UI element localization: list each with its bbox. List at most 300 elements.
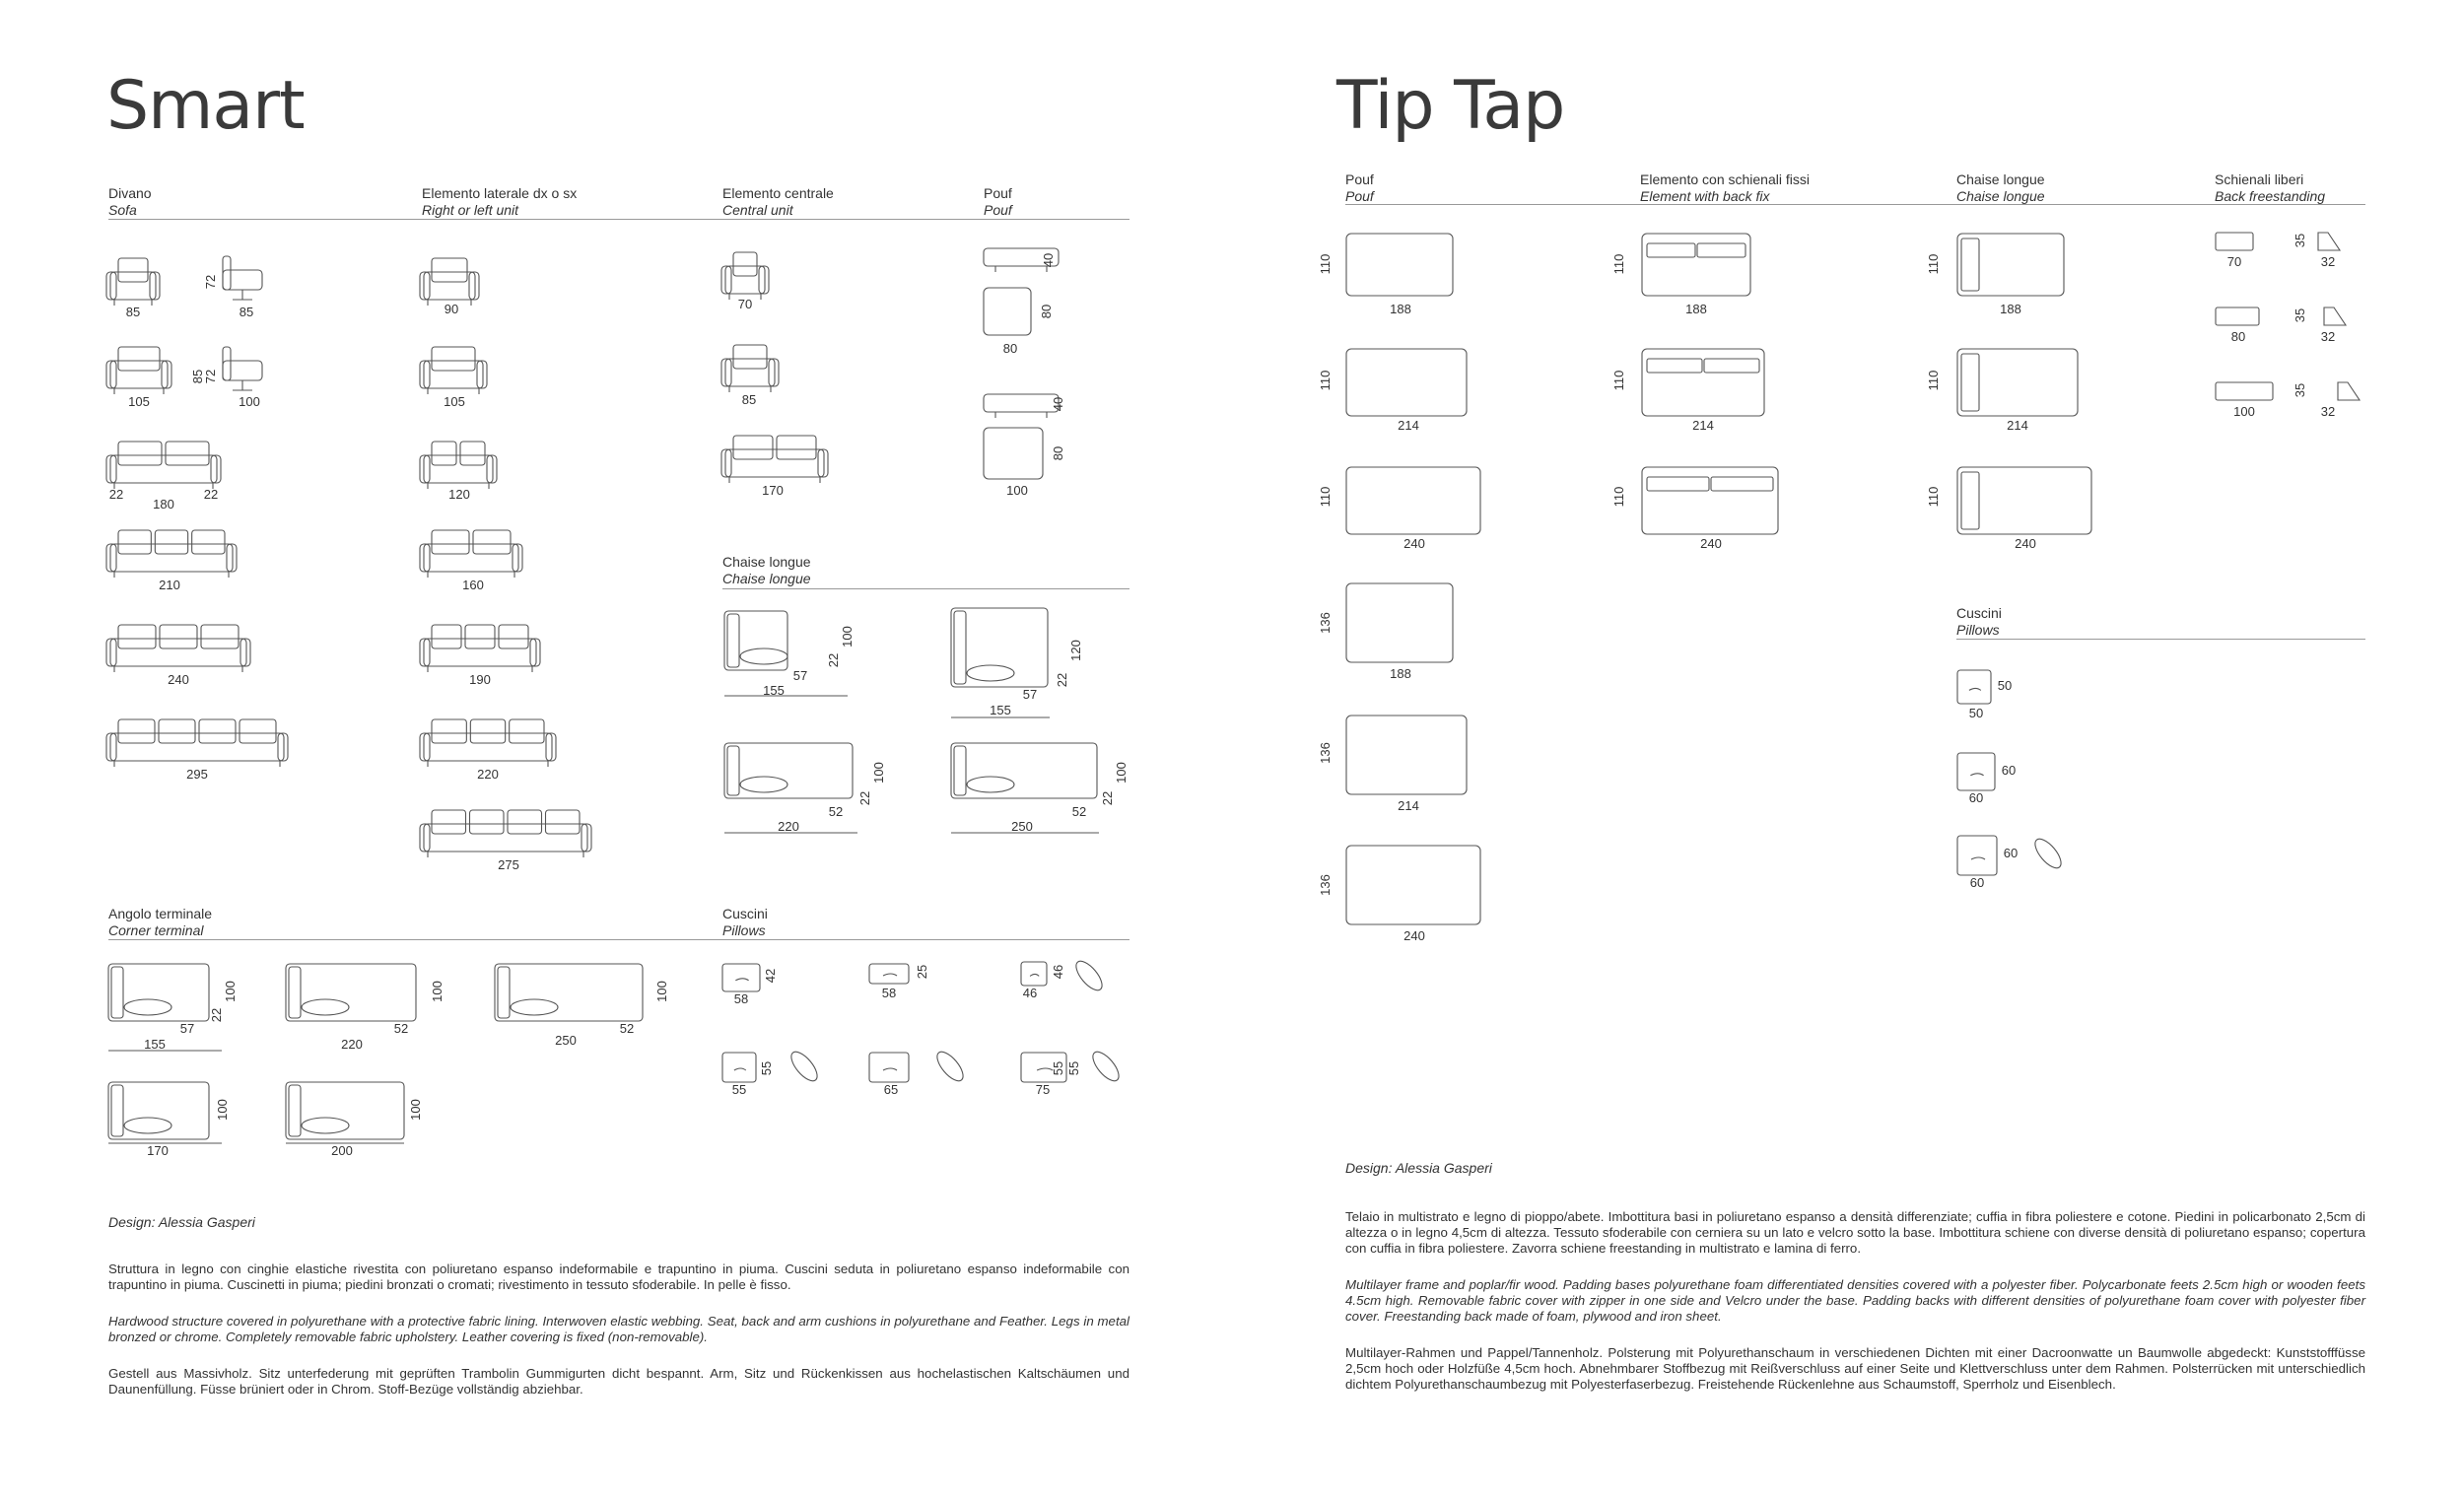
outline [582,824,591,852]
outline [2216,233,2253,250]
outline [465,625,495,648]
outline [513,544,522,572]
tiptap-description-en: Multilayer frame and poplar/fir wood. Padding bases polyurethane foam differentiated densities covered with a polyester fiber. Polycarbonate feets 2.5cm high or wooden feets 4.5cm high. Removable fabric cover with zipper in one side and Velcro under the base. Padding backs with different densities of polyurethane foam cover with polyester fiber cover. Freestanding back made of foam, plywood and iron sheet. [1345,1277,2365,1324]
dimension-label: 110 [1611,253,1626,275]
dimension-label: 85 [190,369,205,384]
outline [499,625,528,648]
tiptap-element-drawing [1346,467,1480,534]
dimension-label: 58 [881,986,897,1000]
sofa-drawing [420,719,556,767]
pillow-drawing [1957,753,1995,790]
outline [201,625,239,648]
dimension-label: 50 [1968,706,1984,720]
outline [967,777,1014,792]
dimension-label: 70 [737,297,753,311]
dimension-label: 188 [1685,302,1707,316]
section-label: Cuscini [722,906,768,921]
outline [420,544,430,572]
outline [118,442,162,465]
outline [1647,477,1709,491]
outline [1346,716,1467,794]
outline [424,544,518,572]
outline [1957,349,2078,416]
dimension-label: 155 [990,703,1011,717]
dimension-label: 55 [1066,1060,1081,1076]
dimension-label: 22 [1100,790,1115,806]
outline [1969,688,1981,690]
outline [159,719,195,743]
dimension-label: 65 [883,1082,899,1097]
dimension-label: 190 [469,672,491,687]
outline [223,361,262,380]
dimension-label: 214 [1398,798,1419,813]
outline [1957,467,2091,534]
outline [733,436,773,459]
outline [883,1068,897,1070]
outline [932,1048,967,1085]
tiptap-element-drawing [1346,846,1480,924]
pillow-drawing [722,1053,756,1082]
sofa-drawing [420,347,487,394]
dimension-label: 60 [1968,790,1984,805]
outline [1711,477,1773,491]
outline [199,719,236,743]
outline [759,266,769,294]
outline [511,999,558,1015]
outline [1346,349,1467,416]
dimension-label: 60 [2003,846,2019,860]
outline [498,967,510,1018]
sofa-drawing [106,347,171,394]
outline [1970,774,1983,776]
outline [424,824,587,852]
outline [508,810,542,834]
outline [223,347,231,380]
outline [420,733,430,761]
sofa-drawing [420,625,540,672]
outline [883,974,897,976]
outline [1957,234,2064,296]
outline [118,625,156,648]
tiptap-element-drawing [1346,234,1453,296]
chaise-drawing [951,743,1097,798]
section-sublabel: Back freestanding [2215,188,2326,204]
sofa-drawing [106,719,288,767]
dimension-label: 295 [186,767,208,782]
backfix-element-drawing [1642,467,1778,534]
outline [1697,243,1745,257]
outline [106,544,116,572]
outline [240,639,250,666]
outline [420,272,430,300]
dimension-label: 240 [1700,536,1722,551]
outline [735,979,748,981]
dimension-label: 58 [733,991,749,1006]
section-sublabel: Chaise longue [722,571,811,586]
outline [1961,354,1979,411]
outline [1030,974,1039,976]
outline [106,733,116,761]
outline [110,272,156,300]
pillow-side-drawing [2030,835,2065,872]
outline [984,428,1043,479]
dimension-label: 40 [1051,396,1065,412]
dimension-label: 100 [215,1099,230,1121]
outline [1971,857,1985,859]
outline [110,455,217,483]
dimension-label: 22 [857,790,872,806]
outline [432,442,456,465]
dimension-label: 188 [1390,302,1411,316]
dimension-label: 110 [1318,253,1333,275]
outline [477,361,487,388]
dimension-label: 70 [2226,254,2242,269]
section-sublabel: Element with back fix [1640,188,1770,204]
dimension-label: 35 [2293,382,2307,398]
backfix-element-drawing [1642,234,1750,296]
outline [1647,243,1695,257]
dimension-label: 100 [1006,483,1028,498]
back-freestanding-drawing [2216,307,2346,325]
outline [278,733,288,761]
smart-design-credit: Design: Alessia Gasperi [108,1214,255,1230]
outline [777,436,816,459]
dimension-label: 110 [1926,486,1941,508]
dimension-label: 60 [1969,875,1985,890]
dimension-label: 80 [2230,329,2246,344]
tiptap-chaise-drawing [1957,349,2078,416]
pillow-drawing [1957,836,1997,875]
tiptap-element-drawing [1346,583,1453,662]
dimension-label: 22 [209,1007,224,1023]
outline [1704,359,1759,373]
dimension-label: 22 [826,652,841,668]
dimension-label: 100 [223,981,238,1002]
section-label: Elemento laterale dx o sx [422,185,578,201]
section-sublabel: Chaise longue [1956,188,2045,204]
outline [106,639,116,666]
outline [111,967,123,1018]
dimension-label: 50 [1997,678,2013,693]
dimension-label: 110 [1318,370,1333,391]
dimension-label: 110 [1926,370,1941,391]
outline [967,665,1014,681]
outline [302,1118,349,1133]
outline [240,719,276,743]
outline [1961,472,1979,529]
dimension-label: 100 [840,626,855,648]
dimension-label: 55 [731,1082,747,1097]
outline [1346,846,1480,924]
dimension-label: 72 [203,274,218,290]
chaise-drawing [108,964,209,1021]
pouf-top-drawing [984,288,1031,335]
outline [124,999,171,1015]
dimension-label: 85 [239,305,254,319]
pillow-drawing [1957,670,1991,704]
sofa-drawing [106,625,250,672]
section-sublabel: Pouf [984,202,1012,218]
outline [2216,307,2259,325]
outline [2324,307,2346,325]
smart-title: Smart [106,67,305,145]
pouf-drawing [984,394,1059,418]
dimension-label: 155 [763,683,785,698]
outline [787,1048,821,1085]
outline [722,1053,756,1082]
outline [740,777,787,792]
section-sublabel: Pillows [1956,622,2000,638]
outline [740,648,787,664]
outline [302,999,349,1015]
outline [984,394,1059,412]
outline [118,347,160,371]
dimension-label: 22 [1055,672,1069,688]
outline [721,266,731,294]
section-sublabel: Central unit [722,202,793,218]
outline [818,449,828,477]
smart-description-en: Hardwood structure covered in polyurethane with a protective fabric lining. Interwoven elastic webbing. Seat, back and arm cushions in polyurethane and Feather. Legs in metal bronzed or chrome. Completely removable fabric upholstery. Leather covering is fixed (non-removable). [108,1314,1129,1344]
dimension-label: 52 [828,804,844,819]
tiptap-element-drawing [1346,349,1467,416]
dimension-label: 80 [1002,341,1018,356]
side-view-drawing [223,347,262,390]
tiptap-chaise-drawing [1957,467,2091,534]
outline [727,614,739,667]
dimension-label: 32 [2320,404,2336,419]
dimension-label: 160 [462,578,484,592]
pillow-drawing [722,964,760,991]
dimension-label: 110 [1611,370,1626,391]
dimension-label: 220 [477,767,499,782]
dimension-label: 85 [125,305,141,319]
dimension-label: 52 [393,1021,409,1036]
pillow-drawing [869,1053,909,1082]
outline [424,639,536,666]
smart-description-de: Gestell aus Massivholz. Sitz unterfederung mit geprüften Trambolin Gummigurten dicht bespannt. Arm, Sitz und Rückenkissen aus hochelastischen Kaltschäumen und Daunenfüllung. Füsse brüniert oder in Chrom. Stoff-Bezüge vollständig abziehbar. [108,1366,1129,1397]
outline [469,272,479,300]
dimension-label: 120 [1068,640,1083,661]
outline [420,361,430,388]
dimension-label: 100 [654,981,669,1002]
outline [110,544,233,572]
sofa-drawing [106,258,160,306]
dimension-label: 100 [430,981,445,1002]
outline [118,719,155,743]
dimension-label: 214 [2007,418,2028,433]
outline [110,361,168,388]
outline [2338,382,2360,400]
dimension-label: 35 [2293,233,2307,248]
chaise-drawing [286,964,416,1021]
pouf-top-drawing [984,428,1043,479]
outline [470,810,505,834]
pillow-drawing [869,964,909,984]
dimension-label: 52 [619,1021,635,1036]
section-sublabel: Corner terminal [108,922,204,938]
dimension-label: 100 [2233,404,2255,419]
outline [1647,359,1702,373]
outline [166,442,209,465]
tiptap-title: Tip Tap [1336,67,1565,145]
tiptap-design-credit: Design: Alessia Gasperi [1345,1160,1492,1176]
dimension-label: 240 [1403,536,1425,551]
dimension-label: 136 [1318,612,1333,634]
outline [420,639,430,666]
outline [118,258,148,282]
outline [1957,836,1997,875]
dimension-label: 220 [341,1037,363,1052]
dimension-label: 55 [759,1060,774,1076]
outline [124,1118,171,1133]
outline [724,743,853,798]
dimension-label: 46 [1022,986,1038,1000]
smart-description-it: Struttura in legno con cinghie elastiche rivestita con poliuretano espanso indeformabile e trapuntino in piuma. Cuscini seduta in poliuretano espanso indeformabile con trapuntino in piuma. Cuscinetti in piuma; piedini bronzati o cromati; rivestimento in tessuto sfoderabile. In pelle è fisso. [108,1261,1129,1292]
outline [1346,234,1453,296]
tiptap-description-de: Multilayer-Rahmen und Pappel/Tannenholz. Polsterung mit Polyurethanschaum in verschiedenen Dichten mit einer Dacroonwatte un Baumwolle abgedeckt: Kunststofffüsse 2,5cm hoch oder Holzfüße 4,5cm hoch. Abnehmbarer Stoffbezug mit Reißverschluss auf einer Seite und Klettverschluss unter dem Rahmen. Polsterrücken mit unterschiedlich dichtem Polyurethanschaumbezug mit Polyesterfaserbezug. Freistehende Rückenlehne aus Schaumstoff, Sperrholz und Eisenblech. [1345,1345,2365,1392]
outline [432,258,467,282]
outline [223,270,262,290]
dimension-label: 250 [1011,819,1033,834]
dimension-label: 72 [203,369,218,384]
outline [510,719,544,743]
dimension-label: 35 [2293,307,2307,323]
outline [1088,1048,1123,1085]
section-sublabel: Right or left unit [422,202,519,218]
outline [110,733,284,761]
section-label: Pouf [984,185,1012,201]
outline [111,1085,123,1136]
dimension-label: 188 [2000,302,2021,316]
outline [724,611,787,670]
outline [546,733,556,761]
outline [722,964,760,991]
outline [473,530,511,554]
section-label: Schienali liberi [2215,171,2304,187]
outline [162,361,171,388]
dimension-label: 214 [1398,418,1419,433]
dimension-label: 240 [1403,928,1425,943]
dimension-label: 22 [108,487,124,502]
backfix-element-drawing [1642,349,1764,416]
sofa-drawing [721,252,769,300]
outline [223,256,231,290]
section-sublabel: Sofa [108,202,137,218]
dimension-label: 32 [2320,254,2336,269]
dimension-label: 220 [778,819,799,834]
tiptap-chaise-drawing [1957,234,2064,296]
outline [424,455,493,483]
outline [160,625,197,648]
dimension-label: 170 [147,1143,169,1158]
chaise-drawing [724,611,787,670]
dimension-label: 210 [159,578,180,592]
outline [1071,957,1106,994]
dimension-label: 80 [1039,304,1054,319]
outline [869,1053,909,1082]
dimension-label: 180 [153,497,174,511]
dimension-label: 136 [1318,874,1333,896]
outline [460,442,485,465]
outline [289,1085,301,1136]
outline [227,544,237,572]
dimension-label: 57 [179,1021,195,1036]
dimension-label: 250 [555,1033,577,1048]
outline [289,967,301,1018]
outline [106,361,116,388]
outline [118,530,151,554]
outline [424,733,552,761]
dimension-label: 55 [1051,1060,1065,1076]
pillow-drawing [1021,962,1047,986]
outline [721,449,731,477]
dimension-label: 200 [331,1143,353,1158]
pillow-side-drawing [787,1048,821,1085]
outline [954,746,966,795]
dimension-label: 110 [1318,486,1333,508]
outline [487,455,497,483]
outline [1957,670,1991,704]
outline [155,530,187,554]
section-label: Chaise longue [722,554,811,570]
dimension-label: 100 [1114,762,1129,784]
sofa-drawing [420,530,522,578]
dimension-label: 90 [444,302,459,316]
dimension-label: 57 [1022,687,1038,702]
outline [432,810,466,834]
section-label: Divano [108,185,152,201]
dimension-label: 85 [741,392,757,407]
outline [733,252,757,276]
outline [420,824,430,852]
dimension-label: 120 [448,487,470,502]
sofa-drawing [106,442,221,489]
section-sublabel: Pouf [1345,188,1374,204]
sofa-drawing [721,345,779,392]
outline [530,639,540,666]
outline [733,345,767,369]
dimension-label: 240 [168,672,189,687]
dimension-label: 110 [1926,253,1941,275]
outline [1346,583,1453,662]
dimension-label: 100 [408,1099,423,1121]
section-label: Chaise longue [1956,171,2045,187]
dimension-label: 80 [1051,445,1065,461]
outline [1346,467,1480,534]
outline [420,455,430,483]
outline [286,964,416,1021]
section-label: Elemento centrale [722,185,834,201]
outline [721,359,731,386]
outline [432,530,469,554]
pillow-side-drawing [1088,1048,1123,1085]
dimension-label: 155 [144,1037,166,1052]
pillow-side-drawing [932,1048,967,1085]
sofa-drawing [420,810,591,857]
outline [106,272,116,300]
section-sublabel: Pillows [722,922,766,938]
sofa-drawing [420,258,479,306]
dimension-label: 110 [1611,486,1626,508]
chaise-drawing [108,1082,209,1139]
outline [106,455,116,483]
outline [432,719,466,743]
dimension-label: 42 [763,968,778,984]
pillow-side-drawing [1071,957,1106,994]
chaise-drawing [951,608,1048,687]
dimension-label: 32 [2320,329,2336,344]
outline [734,1068,746,1070]
